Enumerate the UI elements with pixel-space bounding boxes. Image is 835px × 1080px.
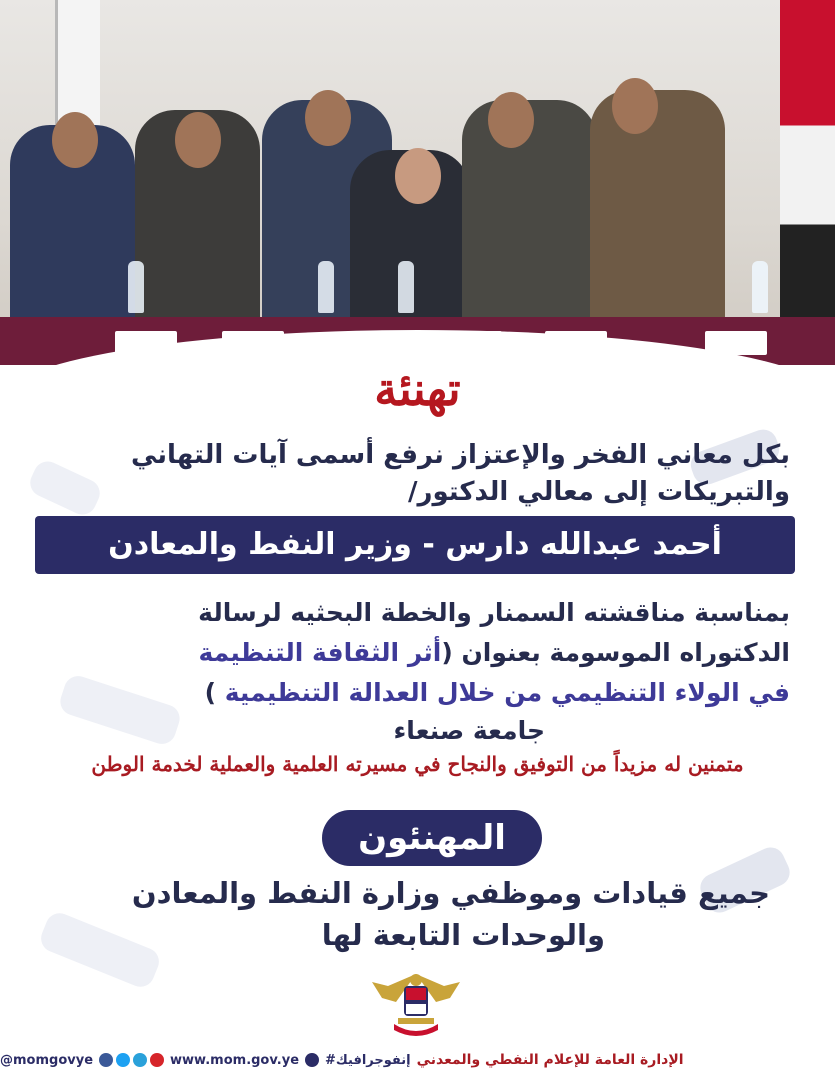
- person-head: [175, 112, 221, 168]
- decor-shape: [26, 457, 105, 519]
- footer-website[interactable]: www.mom.gov.ye: [170, 1052, 300, 1068]
- decor-shape: [37, 909, 163, 991]
- person-head: [612, 78, 658, 134]
- water-bottle: [318, 261, 334, 313]
- footer-bar: [0, 1040, 835, 1080]
- republic-emblem-icon: [368, 968, 464, 1040]
- person-figure: [590, 90, 725, 325]
- name-banner: [35, 516, 795, 574]
- footer-org: الإدارة العامة للإعلام النفطي والمعدني: [416, 1052, 684, 1068]
- occasion-line-2: [199, 638, 791, 667]
- congratulators-badge: [322, 810, 542, 866]
- person-head: [488, 92, 534, 148]
- ceremony-photo: [0, 0, 835, 365]
- thesis-title-part-1: أثر الثقافة التنظيمة: [198, 638, 442, 667]
- intro-line-2: والتبريكات إلى معالي الدكتور/: [408, 477, 790, 507]
- decor-shape: [57, 672, 183, 747]
- person-head: [305, 90, 351, 146]
- congratulators-line-2: والوحدات التابعة لها: [321, 918, 605, 952]
- water-bottle: [128, 261, 144, 313]
- thesis-title-part-2: في الولاء التنظيمي من خلال العدالة التنظيمية: [224, 678, 790, 707]
- congratulation-heading: تهنئة: [374, 362, 461, 416]
- telegram-icon[interactable]: [133, 1053, 147, 1067]
- water-bottle: [752, 261, 768, 313]
- intro-line-1: بكل معاني الفخر والإعتزاز نرفع أسمى آيات التهاني: [130, 440, 790, 470]
- congratulators-label: المهنئون: [358, 818, 506, 858]
- globe-icon: [305, 1053, 319, 1067]
- yemen-flag: [780, 0, 835, 330]
- youtube-icon[interactable]: [150, 1053, 164, 1067]
- wish-line: متمنين له مزيداً من التوفيق والنجاح في مسيرته العلمية والعملية لخدمة الوطن: [91, 752, 744, 776]
- person-head: [395, 148, 441, 204]
- university: جامعة صنعاء: [393, 716, 545, 745]
- footer-hashtag: #إنفوجرافيك: [325, 1052, 411, 1068]
- occasion-suffix: ): [204, 678, 225, 707]
- occasion-line-3: [205, 678, 790, 707]
- occasion-prefix: الدكتوراه الموسومة بعنوان (: [441, 638, 790, 667]
- congratulators-line-1: جميع قيادات وموظفي وزارة النفط والمعادن: [131, 876, 770, 910]
- twitter-icon[interactable]: [116, 1053, 130, 1067]
- water-bottle: [398, 261, 414, 313]
- social-icons: [99, 1053, 164, 1067]
- honoree-name: أحمد عبدالله دارس - وزير النفط والمعادن: [108, 527, 722, 562]
- person-head: [52, 112, 98, 168]
- footer-handle[interactable]: @momgovye: [0, 1052, 94, 1068]
- occasion-line-1: بمناسبة مناقشته السمنار والخطة البحثيه لرسالة: [198, 598, 790, 627]
- facebook-icon[interactable]: [99, 1053, 113, 1067]
